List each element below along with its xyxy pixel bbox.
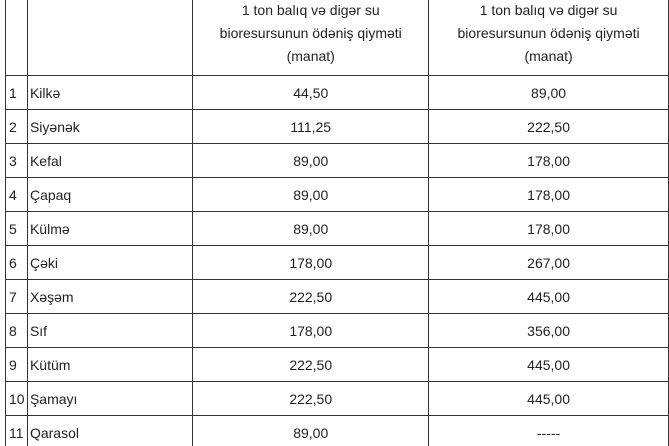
table-row bbox=[6, 144, 669, 178]
row-number-cell: 5 bbox=[6, 212, 28, 246]
price-2-cell: 445,00 bbox=[429, 280, 669, 314]
table-body bbox=[6, 0, 669, 446]
price-1-cell: 44,50 bbox=[193, 76, 429, 110]
header-price-1-line-1: 1 ton balıq və digər su bbox=[241, 1, 380, 18]
table-row bbox=[6, 416, 669, 446]
header-cell-name bbox=[27, 0, 192, 76]
species-name-cell: Kilkə bbox=[27, 76, 192, 110]
row-number-cell: 3 bbox=[6, 144, 28, 178]
price-2-cell: 267,00 bbox=[429, 246, 669, 280]
species-name-cell: Şamayı bbox=[27, 382, 192, 416]
header-price-1-line-2: bioresursunun ödəniş qiyməti bbox=[219, 24, 402, 41]
table-header-row bbox=[6, 0, 669, 76]
price-2-cell: 178,00 bbox=[429, 178, 669, 212]
row-number-cell: 7 bbox=[6, 280, 28, 314]
species-name-cell: Külmə bbox=[27, 212, 192, 246]
table-row bbox=[6, 110, 669, 144]
species-name-cell: Kütüm bbox=[27, 348, 192, 382]
price-1-cell: 222,50 bbox=[193, 348, 429, 382]
table-row bbox=[6, 314, 669, 348]
header-price-2-line-3: (manat) bbox=[524, 47, 573, 64]
table-row bbox=[6, 280, 669, 314]
row-number-cell: 1 bbox=[6, 76, 28, 110]
table-row bbox=[6, 76, 669, 110]
table-row bbox=[6, 178, 669, 212]
header-cell-number bbox=[6, 0, 28, 76]
header-price-2-line-1: 1 ton balıq və digər su bbox=[479, 1, 618, 18]
price-1-cell: 89,00 bbox=[193, 178, 429, 212]
row-number-cell: 10 bbox=[6, 382, 28, 416]
price-1-cell: 178,00 bbox=[193, 246, 429, 280]
species-name-cell: Çapaq bbox=[27, 178, 192, 212]
row-number-cell: 6 bbox=[6, 246, 28, 280]
header-cell-price-2 bbox=[429, 0, 669, 76]
price-2-cell: 178,00 bbox=[429, 144, 669, 178]
price-2-cell: 445,00 bbox=[429, 348, 669, 382]
row-number-cell: 8 bbox=[6, 314, 28, 348]
price-2-cell: 178,00 bbox=[429, 212, 669, 246]
header-price-2-line-2: bioresursunun ödəniş qiyməti bbox=[457, 24, 640, 41]
species-name-cell: Çəki bbox=[27, 246, 192, 280]
species-name-cell: Kefal bbox=[27, 144, 192, 178]
price-1-cell: 89,00 bbox=[193, 212, 429, 246]
table-row bbox=[6, 212, 669, 246]
price-1-cell: 222,50 bbox=[193, 280, 429, 314]
price-1-cell: 222,50 bbox=[193, 382, 429, 416]
header-price-1-line-3: (manat) bbox=[286, 47, 335, 64]
price-2-cell: 89,00 bbox=[429, 76, 669, 110]
fish-price-table bbox=[5, 0, 669, 446]
row-number-cell: 11 bbox=[6, 416, 28, 446]
price-1-cell: 89,00 bbox=[193, 416, 429, 446]
price-2-cell: 445,00 bbox=[429, 382, 669, 416]
row-number-cell: 2 bbox=[6, 110, 28, 144]
price-1-cell: 89,00 bbox=[193, 144, 429, 178]
header-cell-price-1 bbox=[193, 0, 429, 76]
species-name-cell: Xəşəm bbox=[27, 280, 192, 314]
price-2-cell: 222,50 bbox=[429, 110, 669, 144]
species-name-cell: Qarasol bbox=[27, 416, 192, 446]
row-number-cell: 4 bbox=[6, 178, 28, 212]
price-2-cell: 356,00 bbox=[429, 314, 669, 348]
price-1-cell: 111,25 bbox=[193, 110, 429, 144]
table-row bbox=[6, 382, 669, 416]
price-1-cell: 178,00 bbox=[193, 314, 429, 348]
price-2-cell: ----- bbox=[429, 416, 669, 446]
species-name-cell: Siyənək bbox=[27, 110, 192, 144]
species-name-cell: Sıf bbox=[27, 314, 192, 348]
row-number-cell: 9 bbox=[6, 348, 28, 382]
table-row bbox=[6, 348, 669, 382]
table-row bbox=[6, 246, 669, 280]
